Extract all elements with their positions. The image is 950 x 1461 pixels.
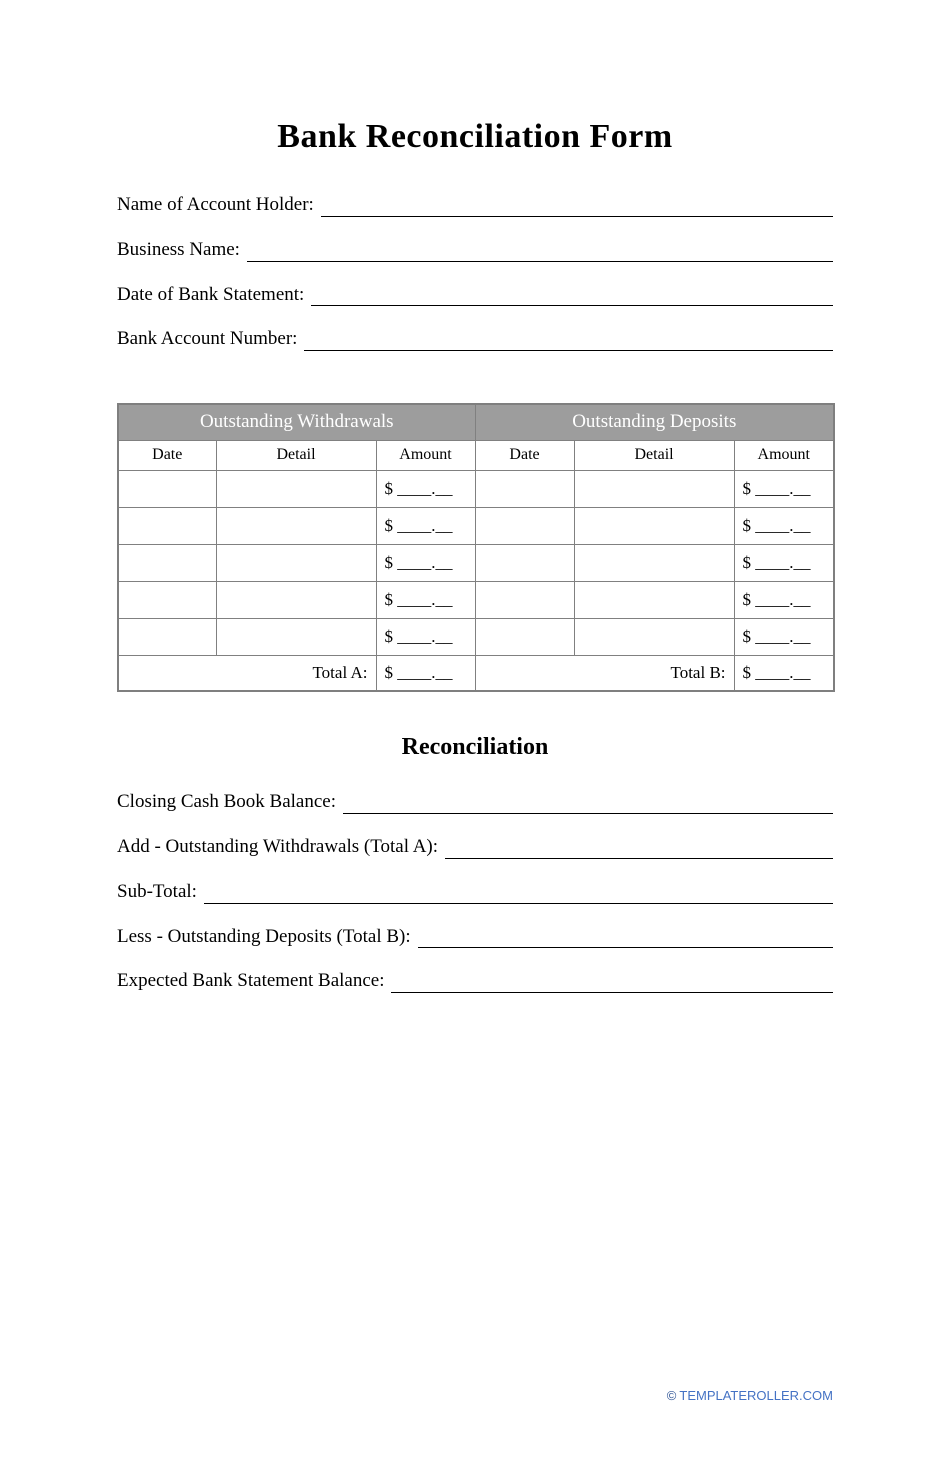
withdrawal-amount-cell: $ ____.__ [376, 618, 475, 655]
closing-balance-label: Closing Cash Book Balance: [117, 791, 337, 813]
field-less-deposits [117, 926, 833, 949]
deposit-detail-cell [574, 618, 734, 655]
business-name-label: Business Name: [117, 238, 240, 260]
less-deposits-fill-line [418, 927, 833, 948]
withdrawal-date-cell [118, 507, 216, 544]
account-holder-label: Name of Account Holder: [117, 194, 314, 215]
withdrawal-amount-cell: $ ____.__ [376, 544, 475, 581]
expected-balance-label: Expected Bank Statement Balance: [117, 970, 385, 992]
add-withdrawals-label: Add - Outstanding Withdrawals (Total A): [117, 835, 439, 857]
table-row [118, 618, 834, 655]
withdrawal-amount-cell: $ ____.__ [376, 507, 475, 544]
page-title: Bank Reconciliation Form [277, 118, 673, 155]
outstanding-items-table [117, 403, 835, 692]
total-a-label: Total A: [118, 655, 376, 691]
withdrawal-date-cell [118, 470, 216, 507]
deposit-amount-cell: $ ____.__ [734, 470, 834, 507]
business-name-fill-line [247, 241, 833, 262]
document-page [0, 118, 950, 993]
deposit-date-cell [475, 507, 574, 544]
col-header-withdrawal-amount: Amount [376, 440, 475, 470]
deposit-amount-cell: $ ____.__ [734, 581, 834, 618]
group-header-withdrawals: Outstanding Withdrawals [118, 404, 475, 440]
withdrawal-date-cell [118, 618, 216, 655]
col-header-deposit-detail: Detail [574, 440, 734, 470]
account-number-fill-line [304, 330, 833, 351]
group-header-deposits: Outstanding Deposits [475, 404, 834, 440]
col-header-deposit-amount: Amount [734, 440, 834, 470]
withdrawal-detail-cell [216, 470, 376, 507]
table-column-header-row [118, 440, 834, 470]
account-number-label: Bank Account Number: [117, 328, 298, 350]
total-b-amount-cell: $ ____.__ [734, 655, 834, 691]
withdrawal-date-cell [118, 581, 216, 618]
field-add-withdrawals [117, 836, 833, 859]
deposit-amount-cell: $ ____.__ [734, 618, 834, 655]
sub-total-label: Sub-Total: [117, 880, 197, 902]
sub-total-fill-line [204, 883, 833, 904]
less-deposits-label: Less - Outstanding Deposits (Total B): [117, 925, 411, 947]
field-expected-balance [117, 970, 833, 993]
table-row [118, 581, 834, 618]
closing-balance-fill-line [343, 793, 833, 814]
total-b-label: Total B: [475, 655, 734, 691]
withdrawal-detail-cell [216, 507, 376, 544]
deposit-amount-cell: $ ____.__ [734, 507, 834, 544]
withdrawal-detail-cell [216, 544, 376, 581]
footer [667, 1388, 833, 1403]
col-header-withdrawal-date: Date [118, 440, 216, 470]
statement-date-label: Date of Bank Statement: [117, 283, 305, 305]
table-group-header-row [118, 404, 834, 440]
deposit-detail-cell [574, 507, 734, 544]
deposit-amount-cell: $ ____.__ [734, 544, 834, 581]
table-row [118, 470, 834, 507]
templateroller-link[interactable]: TEMPLATEROLLER.COM [679, 1388, 833, 1403]
withdrawal-amount-cell: $ ____.__ [376, 470, 475, 507]
field-closing-balance [117, 791, 833, 814]
total-a-amount-cell: $ ____.__ [376, 655, 475, 691]
deposit-detail-cell [574, 581, 734, 618]
add-withdrawals-fill-line [445, 838, 833, 859]
table-total-row [118, 655, 834, 691]
deposit-date-cell [475, 470, 574, 507]
withdrawal-detail-cell [216, 581, 376, 618]
deposit-date-cell [475, 618, 574, 655]
field-statement-date [117, 284, 833, 307]
expected-balance-fill-line [391, 972, 833, 993]
col-header-withdrawal-detail: Detail [216, 440, 376, 470]
table-row [118, 507, 834, 544]
deposit-date-cell [475, 544, 574, 581]
deposit-date-cell [475, 581, 574, 618]
field-business-name [117, 239, 833, 262]
account-holder-fill-line [321, 196, 833, 217]
field-sub-total [117, 881, 833, 904]
field-account-holder [117, 194, 833, 217]
field-account-number [117, 328, 833, 351]
withdrawal-amount-cell: $ ____.__ [376, 581, 475, 618]
deposit-detail-cell [574, 470, 734, 507]
table-row [118, 544, 834, 581]
col-header-deposit-date: Date [475, 440, 574, 470]
deposit-detail-cell [574, 544, 734, 581]
withdrawal-detail-cell [216, 618, 376, 655]
withdrawal-date-cell [118, 544, 216, 581]
reconciliation-heading: Reconciliation [401, 734, 549, 761]
copyright-symbol: © [666, 1388, 677, 1403]
statement-date-fill-line [311, 286, 833, 307]
